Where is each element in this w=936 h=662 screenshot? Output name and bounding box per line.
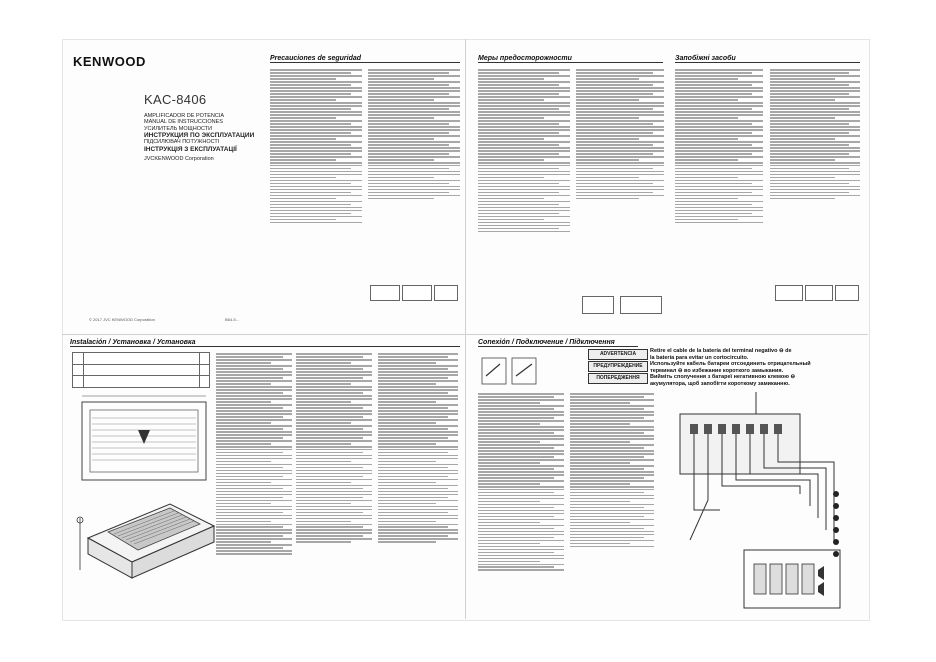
- manual-title-line: УСИЛИТЕЛЬ МОЩНОСТИ: [144, 125, 213, 132]
- safety-ru-column-2: [576, 68, 664, 201]
- diagram-thumbnail: [370, 285, 400, 301]
- footer-copyright: © 2017 JVC KENWOOD Corporation: [89, 317, 155, 322]
- battery-warning-note: [650, 348, 862, 388]
- section-title-safety-ru: Меры предосторожности: [478, 55, 663, 63]
- battery-warning-line: Retire el cable de la batería del terminal negativo ⊖ de: [650, 348, 792, 354]
- amplifier-top-view-diagram: [76, 392, 212, 488]
- diagram-thumbnail: [434, 285, 458, 301]
- warning-label-ru: ПРЕДУПРЕЖДЕНИЕ: [588, 361, 648, 372]
- safety-ua-column-2: [770, 68, 860, 201]
- install-ru-column: [296, 352, 372, 544]
- safety-ru-column-1: [478, 68, 570, 234]
- section-title-connection: Conexión / Подключение / Підключення: [478, 339, 638, 347]
- diagram-thumbnail: [805, 285, 833, 301]
- safety-ua-column-1: [675, 68, 763, 225]
- warning-label-ua: ПОПЕРЕДЖЕННЯ: [588, 373, 648, 384]
- battery-warning-line: Вийміть сполучення з батареї негативною клемою ⊖: [650, 374, 796, 381]
- diagram-thumbnail: [582, 296, 614, 314]
- manual-title-line: AMPLIFICADOR DE POTENCIA: [144, 113, 225, 119]
- connection-ru-column: [570, 392, 654, 549]
- manual-title-line: ПІДСИЛЮВАЧ ПОТУЖНОСТІ: [144, 139, 220, 146]
- safety-es-column-1: [270, 68, 362, 225]
- install-ua-column: [378, 352, 458, 544]
- diagram-thumbnail: [620, 296, 662, 314]
- battery-warning-line: Используйте кабель батареи отсоединить отрицательный: [650, 361, 811, 368]
- battery-warning-line: акумулятора, щоб запобігти короткому замиканню.: [650, 380, 790, 387]
- wiring-diagram: [660, 390, 865, 618]
- safety-es-column-2: [368, 68, 460, 201]
- battery-warning-line: терминал ⊖ во избежание короткого замыкания.: [650, 367, 784, 374]
- diagram-thumbnail: [402, 285, 432, 301]
- diagram-thumbnail: [835, 285, 859, 301]
- section-title-install: Instalación / Установка / Установка: [70, 339, 460, 347]
- connection-es-column: [478, 392, 564, 572]
- warning-label-es: ADVERTENCIA: [588, 349, 648, 360]
- manual-title-line: MANUAL DE INSTRUCCIONES: [144, 119, 223, 126]
- diagram-thumbnail: [775, 285, 803, 301]
- fold-line-vertical: [465, 39, 466, 619]
- footer-partnumber: B64-5...: [225, 317, 240, 322]
- battery-warning-line: la batería para evitar un cortocircuito.: [650, 354, 749, 361]
- manual-title-line: ІНСТРУКЦІЯ З ЕКСПЛУАТАЦІЇ: [144, 145, 237, 153]
- section-title-safety-ua: Запобіжні засоби: [675, 55, 860, 63]
- fold-line-horizontal: [62, 334, 868, 335]
- accessories-table: [72, 352, 210, 388]
- brand-logo: KENWOOD: [73, 54, 146, 69]
- corporation-name: JVCKENWOOD Corporation: [144, 156, 214, 163]
- install-es-column: [216, 352, 292, 556]
- manual-title-line: ИНСТРУКЦИЯ ПО ЭКСПЛУАТАЦИИ: [144, 132, 255, 140]
- section-title-safety-es: Precauciones de seguridad: [270, 55, 460, 63]
- model-number: KAC-8406: [144, 92, 207, 107]
- manual-title-block: [144, 113, 262, 162]
- cable-tool-diagram: [480, 356, 540, 388]
- amplifier-mounting-diagram: [74, 478, 224, 596]
